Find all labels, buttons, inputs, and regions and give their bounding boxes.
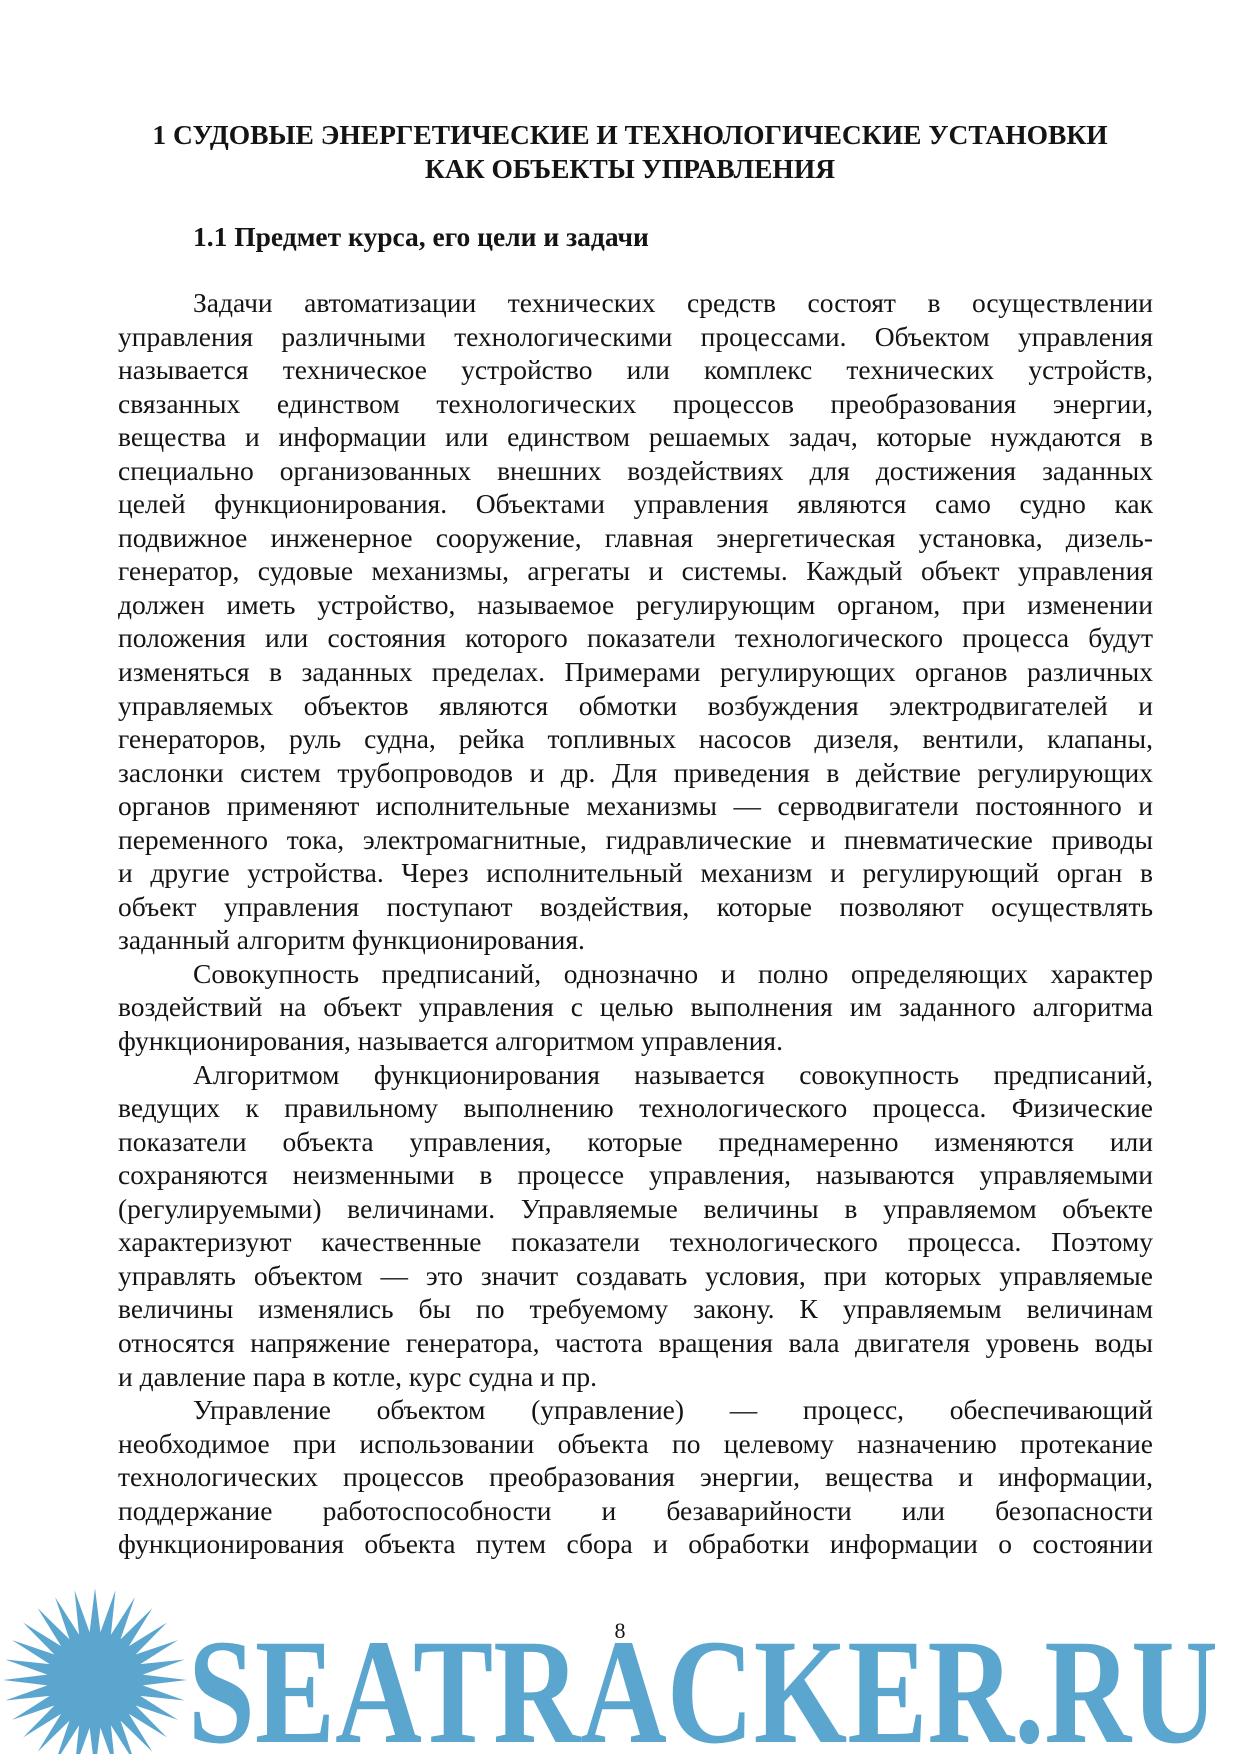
text-line: и давление пара в котле, курс судна и пр.	[118, 1360, 597, 1392]
text-line: необходимое при использовании объекта по целевому назначению протекание	[118, 1427, 1153, 1459]
text-line: называется техническое устройство или комплекс технических устройств,	[118, 354, 1153, 386]
text-line: управляемых объектов являются обмотки возбуждения электродвигателей и	[118, 689, 1153, 721]
text-line: объект управления поступают воздействия, которые позволяют осуществлять	[118, 890, 1153, 922]
text-line: функционирования объекта путем сбора и обработки информации о состоянии	[118, 1528, 1153, 1560]
text-line: связанных единством технологических процессов преобразования энергии,	[118, 387, 1153, 419]
watermark-text: SEATRACKER.RU	[188, 1609, 1218, 1754]
sun-logo-icon	[3, 1588, 187, 1754]
section-title: 1.1 Предмет курса, его цели и задачи	[193, 221, 649, 252]
text-line: изменяться в заданных пределах. Примерами регулирующих органов различных	[118, 656, 1153, 688]
text-line: ведущих к правильному выполнению технологического процесса. Физические	[118, 1092, 1153, 1124]
text-line: Задачи автоматизации технических средств состоят в осуществлении	[193, 287, 1153, 318]
text-line: показатели объекта управления, которые преднамеренно изменяются или	[118, 1125, 1153, 1157]
text-line: генератор, судовые механизмы, агрегаты и системы. Каждый объект управления	[118, 555, 1153, 587]
text-line: управлять объектом — это значит создавать условия, при которых управляемые	[118, 1259, 1153, 1291]
chapter-title-line-1: 1 СУДОВЫЕ ЭНЕРГЕТИЧЕСКИЕ И ТЕХНОЛОГИЧЕСКИЕ УСТАНОВКИ	[152, 119, 1108, 150]
text-line: поддержание работоспособности и безаварийности или безопасности	[118, 1494, 1153, 1526]
text-line: целей функционирования. Объектами управления являются само судно как	[118, 488, 1153, 520]
text-line: воздействий на объект управления с целью выполнения им заданного алгоритма	[118, 991, 1153, 1023]
text-line: вещества и информации или единством решаемых задач, которые нуждаются в	[118, 421, 1153, 453]
text-line: заданный алгоритм функционирования.	[118, 924, 585, 956]
page-number: 8	[614, 1618, 626, 1643]
text-line: (регулируемыми) величинами. Управляемые величины в управляемом объекте	[118, 1192, 1153, 1224]
watermark	[0, 1570, 1240, 1754]
text-line: специально организованных внешних воздействиях для достижения заданных	[118, 454, 1153, 486]
text-line: величины изменялись бы по требуемому закону. К управляемым величинам	[118, 1293, 1153, 1325]
text-line: заслонки систем трубопроводов и др. Для приведения в действие регулирующих	[118, 756, 1153, 788]
text-line: функционирования, называется алгоритмом управления.	[118, 1025, 783, 1057]
text-line: технологических процессов преобразования энергии, вещества и информации,	[118, 1461, 1153, 1493]
text-line: Управление объектом (управление) — процесс, обеспечивающий	[193, 1394, 1153, 1426]
text-line: сохраняются неизменными в процессе управления, называются управляемыми	[118, 1159, 1153, 1191]
text-line: характеризуют качественные показатели технологического процесса. Поэтому	[118, 1226, 1153, 1258]
text-line: управления различными технологическими процессами. Объектом управления	[118, 320, 1153, 352]
text-line: органов применяют исполнительные механизмы — серводвигатели постоянного и	[118, 790, 1153, 822]
text-line: подвижное инженерное сооружение, главная энергетическая установка, дизель-	[118, 521, 1153, 553]
text-line: относятся напряжение генератора, частота вращения вала двигателя уровень воды	[118, 1326, 1153, 1358]
chapter-title	[110, 118, 1150, 186]
text-line: положения или состояния которого показатели технологического процесса будут	[118, 622, 1153, 654]
text-line: должен иметь устройство, называемое регулирующим органом, при изменении	[118, 588, 1153, 620]
text-line: и другие устройства. Через исполнительный механизм и регулирующий орган в	[118, 857, 1153, 889]
text-line: Алгоритмом функционирования называется совокупность предписаний,	[193, 1058, 1153, 1090]
body-text	[118, 286, 1153, 1561]
sun-core	[49, 1634, 141, 1726]
chapter-title-line-2: КАК ОБЪЕКТЫ УПРАВЛЕНИЯ	[424, 153, 836, 184]
text-line: генераторов, руль судна, рейка топливных насосов дизеля, вентили, клапаны,	[118, 723, 1153, 755]
text-line: переменного тока, электромагнитные, гидравлические и пневматические приводы	[118, 823, 1153, 855]
text-line: Совокупность предписаний, однозначно и полно определяющих характер	[193, 957, 1153, 989]
